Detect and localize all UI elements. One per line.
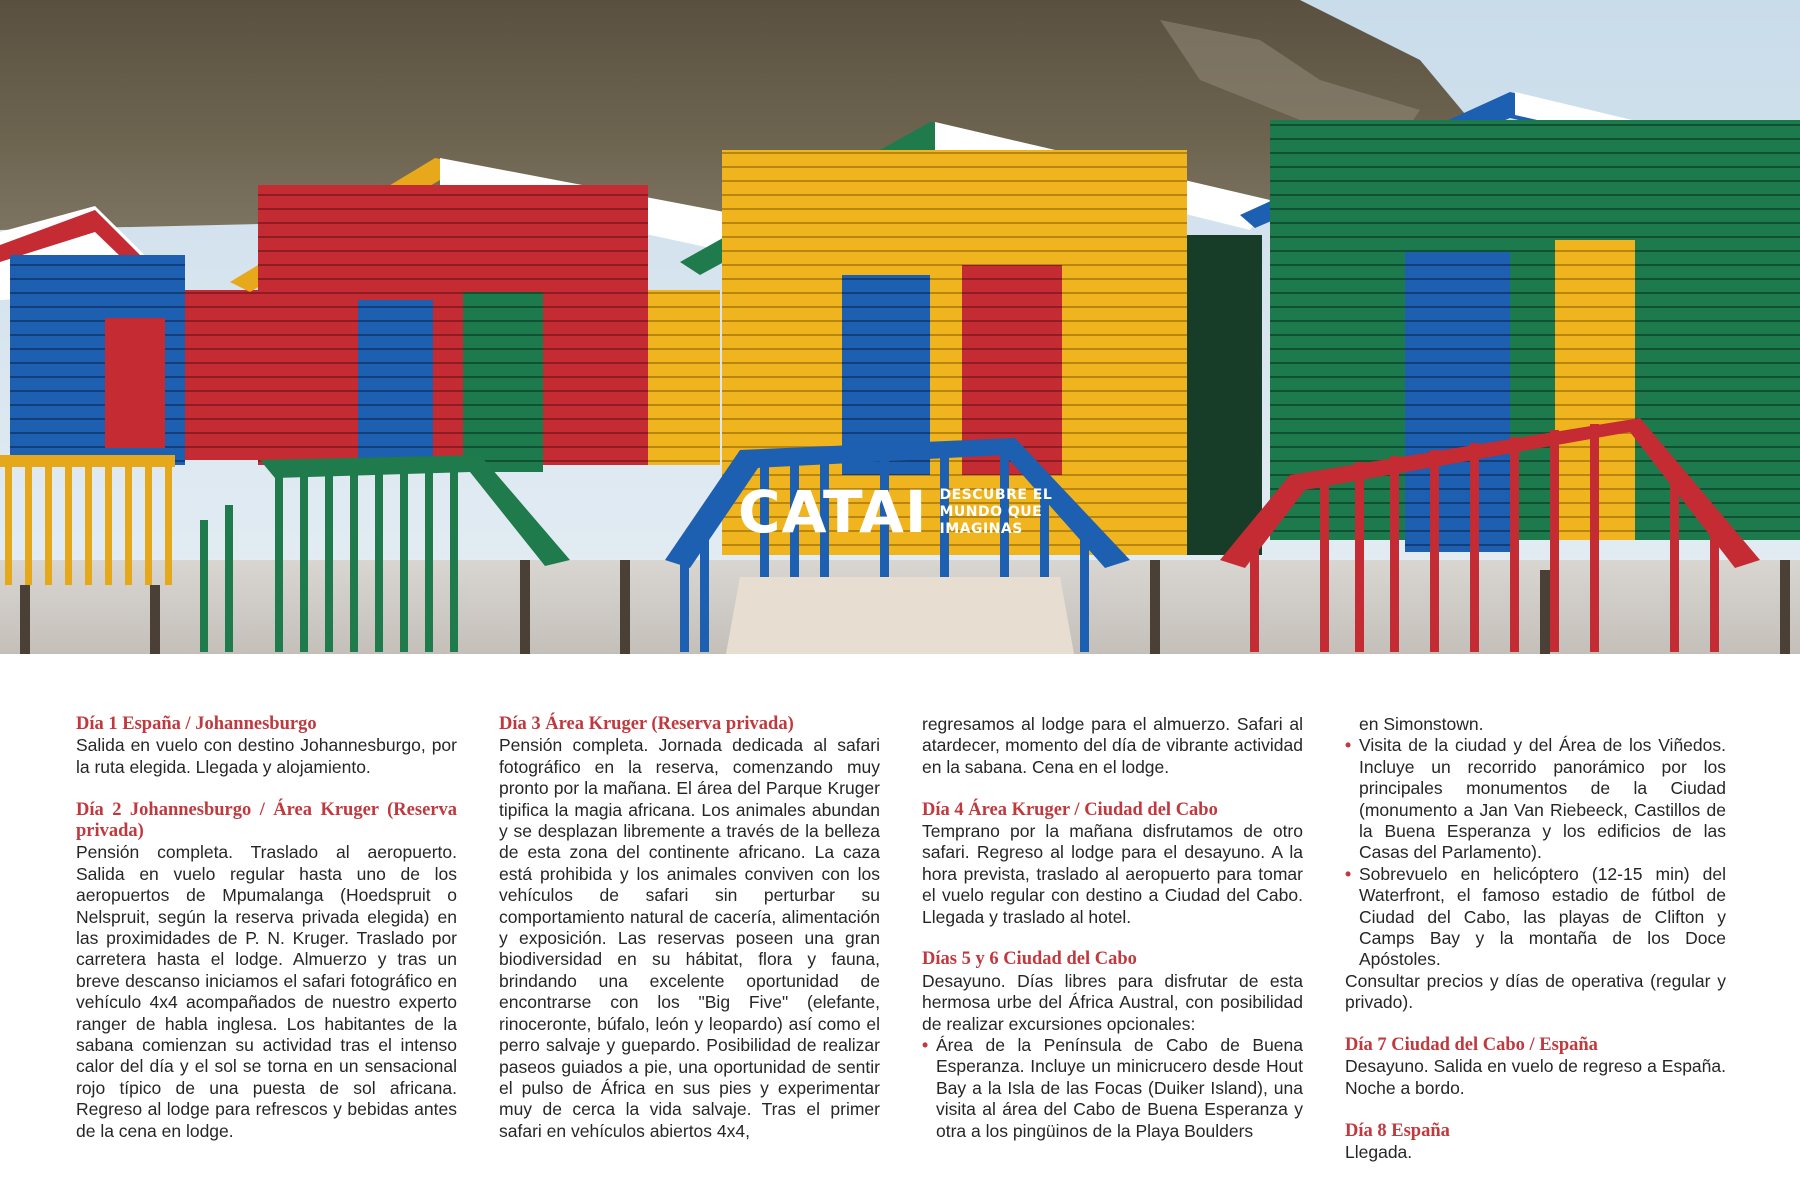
excursion-list [922,1035,1303,1142]
day-4-title: Día 4 Área Kruger / Ciudad del Cabo [922,799,1218,820]
excursion-list-continued [1345,735,1726,970]
day-5-6-title: Días 5 y 6 Ciudad del Cabo [922,949,1137,970]
day-2-title: Día 2 Johannesburgo / Área Kruger (Reserva privada) [76,799,457,842]
bullet-icon: • [922,1035,929,1056]
consult-note: Consultar precios y días de operativa (regular y privado). [1345,970,1726,1013]
excursion-item-text: Sobrevuelo en helicóptero (12-15 min) del Waterfront, el famoso estadio de fútbol de Ciudad del Cabo, las playas de Clifton y Camps Bay y la montaña de los Doce Apóstoles. [1359,863,1726,970]
logo-wordmark: CATAI [738,478,928,546]
photo-caption-tab [726,577,1074,654]
day-3-title: Día 3 Área Kruger (Reserva privada) [499,714,794,734]
day-5-6-text: Desayuno. Días libres para disfrutar de esta hermosa urbe del África Austral, con posibilidad de realizar excursiones opcionales: [922,970,1303,1034]
tagline-line-1: DESCUBRE EL [939,486,1053,503]
excursion-item-text: Área de la Península de Cabo de Buena Esperanza. Incluye un minicrucero desde Hout Bay a la Isla de las Focas (Duiker Island), una visita al área del Cabo de Buena Esperanza y otra a los pingüinos de la Playa Boulders [936,1035,1303,1141]
excursion-item [922,1035,1303,1142]
column-3 [922,714,1303,1164]
tagline-line-2: MUNDO QUE [939,503,1043,520]
day-1-title: Día 1 España / Johannesburgo [76,714,317,734]
itinerary-columns [76,714,1726,1164]
excursion-item [1345,864,1726,971]
excursion-item-text: Visita de la ciudad y del Área de los Viñedos. Incluye un recorrido panorámico por los principales monumentos de la Ciudad (monumento a Jan Van Riebeeck, Castillos de la Buena Esperanza y los edificios de las Casas del Parlamento). [1359,735,1726,863]
day-3-text: Pensión completa. Jornada dedicada al safari fotográfico en la reserva, comenzando muy pronto por la mañana. El área del Parque Kruger tipifica la magia africana. Los animales abundan y se desplazan libremente a través de la belleza de esta zona del continente africano. La caza está prohibida y los animales conviven con los vehículos de safari sin perturbar su comportamiento natural de cacería, alimentación y exposición. Las reservas poseen una gran biodiversidad en su hábitat, flora y fauna, brindando una excelente oportunidad de encontrarse con los "Big Five" (elefante, rinoceronte, búfalo, león y leopardo) así como el perro salvaje y guepardo. Posibilidad de realizar paseos guiados a pie, una oportunidad de sentir el pulso de África en sus pies y experimentar muy de cerca la vida salvaje. Tras el primer safari en vehículos abiertos 4x4, [499,735,880,1141]
day-7-text: Desayuno. Salida en vuelo de regreso a España. Noche a bordo. [1345,1056,1726,1098]
day-7-title: Día 7 Ciudad del Cabo / España [1345,1035,1598,1056]
day-8-text: Llegada. [1345,1142,1413,1163]
day-8-title: Día 8 España [1345,1120,1450,1141]
bullet-icon: • [1345,863,1352,884]
tagline-line-3: IMAGINAS [939,520,1023,537]
column-2 [499,714,880,1164]
excursion-item [1345,735,1726,863]
day-3-text-continued: regresamos al lodge para el almuerzo. Safari al atardecer, momento del día de vibrante actividad en la sabana. Cena en el lodge. [922,714,1303,777]
catai-logo [738,478,1053,546]
day-4-text: Temprano por la mañana disfrutamos de otro safari. Regreso al lodge para el desayuno. A la hora prevista, traslado al aeropuerto para tomar el vuelo regular con destino a Ciudad del Cabo. Llegada y traslado al hotel. [922,821,1303,927]
excursion-item-continued: en Simonstown. [1359,714,1484,734]
column-4 [1345,714,1726,1164]
column-1 [76,714,457,1164]
logo-tagline [939,487,1052,538]
day-2-text: Pensión completa. Traslado al aeropuerto. Salida en vuelo regular hasta uno de los aeropuertos de Mpumalanga (Hoedspruit o Nelspruit, según la reserva privada elegida) en las proximidades de P. N. Kruger. Traslado por carretera hasta el lodge. Almuerzo y tras un breve descanso iniciamos el safari fotográfico en vehículo 4x4 acompañados de nuestro experto ranger de habla inglesa. Los habitantes de la sabana comienzan su actividad tras el intenso calor del día y el sol se torna en un sensacional rojo típico de una puesta de sol africana. Regreso al lodge para refrescos y bebidas antes de la cena en lodge. [76,842,457,1141]
bullet-icon: • [1345,735,1352,756]
day-1-text: Salida en vuelo con destino Johannesburgo, por la ruta elegida. Llegada y alojamiento. [76,735,457,777]
